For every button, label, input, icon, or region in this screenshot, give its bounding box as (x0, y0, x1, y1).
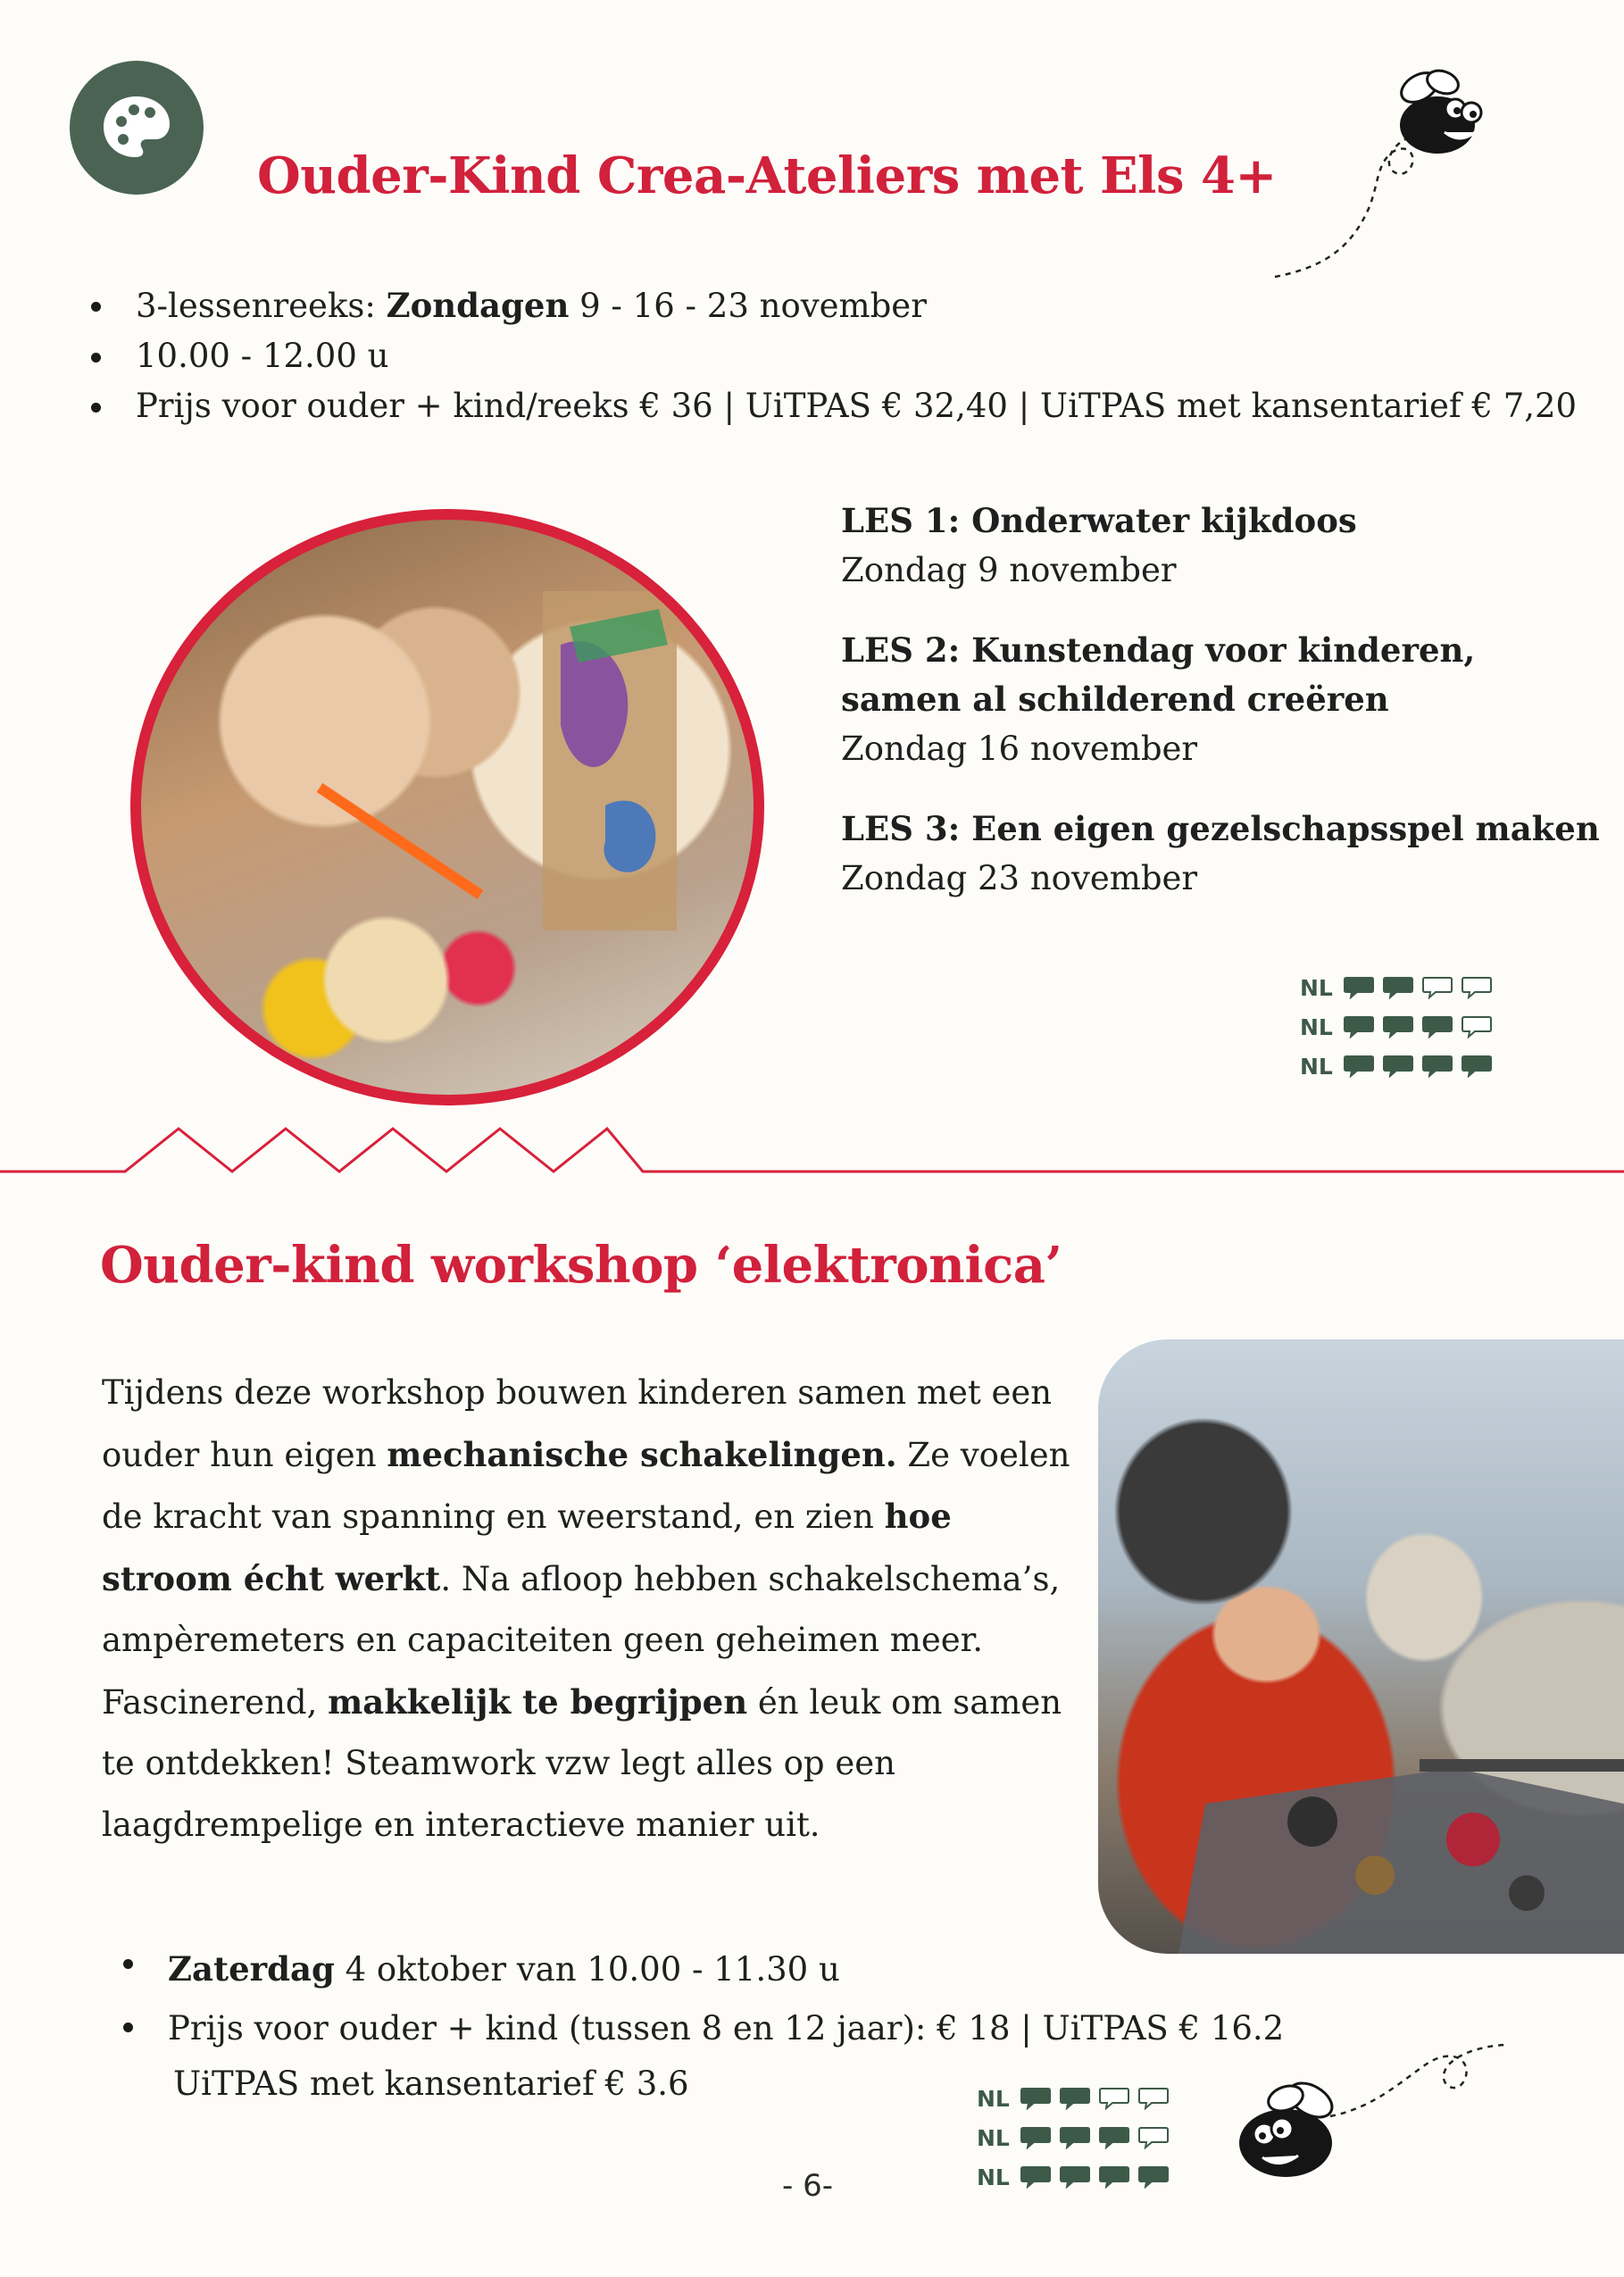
speech-bubble-empty-icon (1137, 2126, 1170, 2149)
lesson-item (841, 805, 1600, 904)
speech-bubble-filled-icon (1421, 1055, 1453, 1078)
language-level-row (1300, 1007, 1500, 1047)
language-label: NL (1300, 1053, 1333, 1080)
lesson-item (841, 626, 1555, 774)
speech-bubble-filled-icon (1343, 1055, 1375, 1078)
section1-info-list (87, 280, 1577, 431)
lesson-title: LES 2: Kunstendag voor kinderen, (841, 630, 1476, 670)
list-item: 3-lessenreeks: Zondagen 9 - 16 - 23 november (87, 280, 1577, 331)
bee-illustration (1268, 54, 1536, 286)
speech-bubble-filled-icon (1059, 2126, 1091, 2149)
language-label: NL (977, 2124, 1010, 2151)
zigzag-divider (0, 1120, 1624, 1173)
speech-bubble-empty-icon (1421, 976, 1453, 999)
electronics-workshop-photo (1098, 1339, 1624, 1954)
speech-bubble-empty-icon (1461, 1015, 1493, 1038)
list-item: 10.00 - 12.00 u (87, 331, 1577, 381)
lesson-title: LES 1: Onderwater kijkdoos (841, 501, 1357, 540)
language-level-indicator (977, 2079, 1177, 2197)
language-label: NL (1300, 974, 1333, 1001)
language-level-row (977, 2118, 1177, 2157)
children-painting-photo (130, 509, 764, 1105)
list-item: Prijs voor ouder + kind/reeks € 36 | UiTPAS € 32,40 | UiTPAS met kansentarief € 7,20 (87, 381, 1577, 431)
lesson-date: Zondag 16 november (841, 730, 1198, 768)
language-level-row (1300, 1047, 1500, 1086)
lessons-list (841, 496, 1600, 904)
speech-bubble-filled-icon (1020, 2165, 1052, 2189)
speech-bubble-filled-icon (1020, 2126, 1052, 2149)
language-level-row (977, 2157, 1177, 2197)
lesson-title: samen al schilderend creëren (841, 680, 1389, 719)
page-number: - 6- (782, 2168, 833, 2204)
workshop-description: Tijdens deze workshop bouwen kinderen samen met een ouder hun eigen mechanische schakelingen. Ze voelen de kracht van spanning en weerstand, en zien hoe stroom écht werkt. Na afloop hebben schakelschema’s, ampèremeters en capaciteiten geen geheimen meer. Fascinerend, makkelijk te begrijpen én leuk om samen te ontdekken! Steamwork vzw legt alles op een laagdrempelige en interactieve manier uit. (102, 1373, 1070, 1844)
lesson-date: Zondag 23 november (841, 859, 1198, 897)
list-item: Prijs voor ouder + kind (tussen 8 en 12 jaar): € 18 | UiTPAS € 16.2 UiTPAS met kansentarief € 3.6 (120, 2001, 1284, 2112)
speech-bubble-empty-icon (1098, 2087, 1130, 2110)
language-label: NL (977, 2164, 1010, 2190)
language-level-row (1300, 968, 1500, 1007)
speech-bubble-filled-icon (1343, 1015, 1375, 1038)
language-label: NL (977, 2085, 1010, 2112)
speech-bubble-filled-icon (1382, 976, 1414, 999)
palette-icon (70, 61, 204, 195)
speech-bubble-filled-icon (1059, 2165, 1091, 2189)
speech-bubble-filled-icon (1137, 2165, 1170, 2189)
speech-bubble-filled-icon (1098, 2165, 1130, 2189)
section2-title: Ouder-kind workshop ‘elektronica’ (100, 1236, 1062, 1295)
speech-bubble-filled-icon (1382, 1015, 1414, 1038)
list-item: Zaterdag 4 oktober van 10.00 - 11.30 u (120, 1938, 1284, 2001)
speech-bubble-filled-icon (1020, 2087, 1052, 2110)
speech-bubble-filled-icon (1421, 1015, 1453, 1038)
language-level-row (977, 2079, 1177, 2118)
speech-bubble-empty-icon (1137, 2087, 1170, 2110)
speech-bubble-filled-icon (1343, 976, 1375, 999)
lesson-item (841, 496, 1555, 596)
language-level-indicator (1300, 968, 1500, 1086)
section1-title: Ouder-Kind Crea-Ateliers met Els 4+ (257, 146, 1277, 205)
bee-illustration (1223, 2009, 1527, 2206)
lesson-date: Zondag 9 november (841, 551, 1177, 589)
lesson-title: LES 3: Een eigen gezelschapsspel maken (841, 809, 1600, 848)
speech-bubble-filled-icon (1059, 2087, 1091, 2110)
speech-bubble-filled-icon (1098, 2126, 1130, 2149)
speech-bubble-empty-icon (1461, 976, 1493, 999)
speech-bubble-filled-icon (1461, 1055, 1493, 1078)
speech-bubble-filled-icon (1382, 1055, 1414, 1078)
language-label: NL (1300, 1013, 1333, 1040)
